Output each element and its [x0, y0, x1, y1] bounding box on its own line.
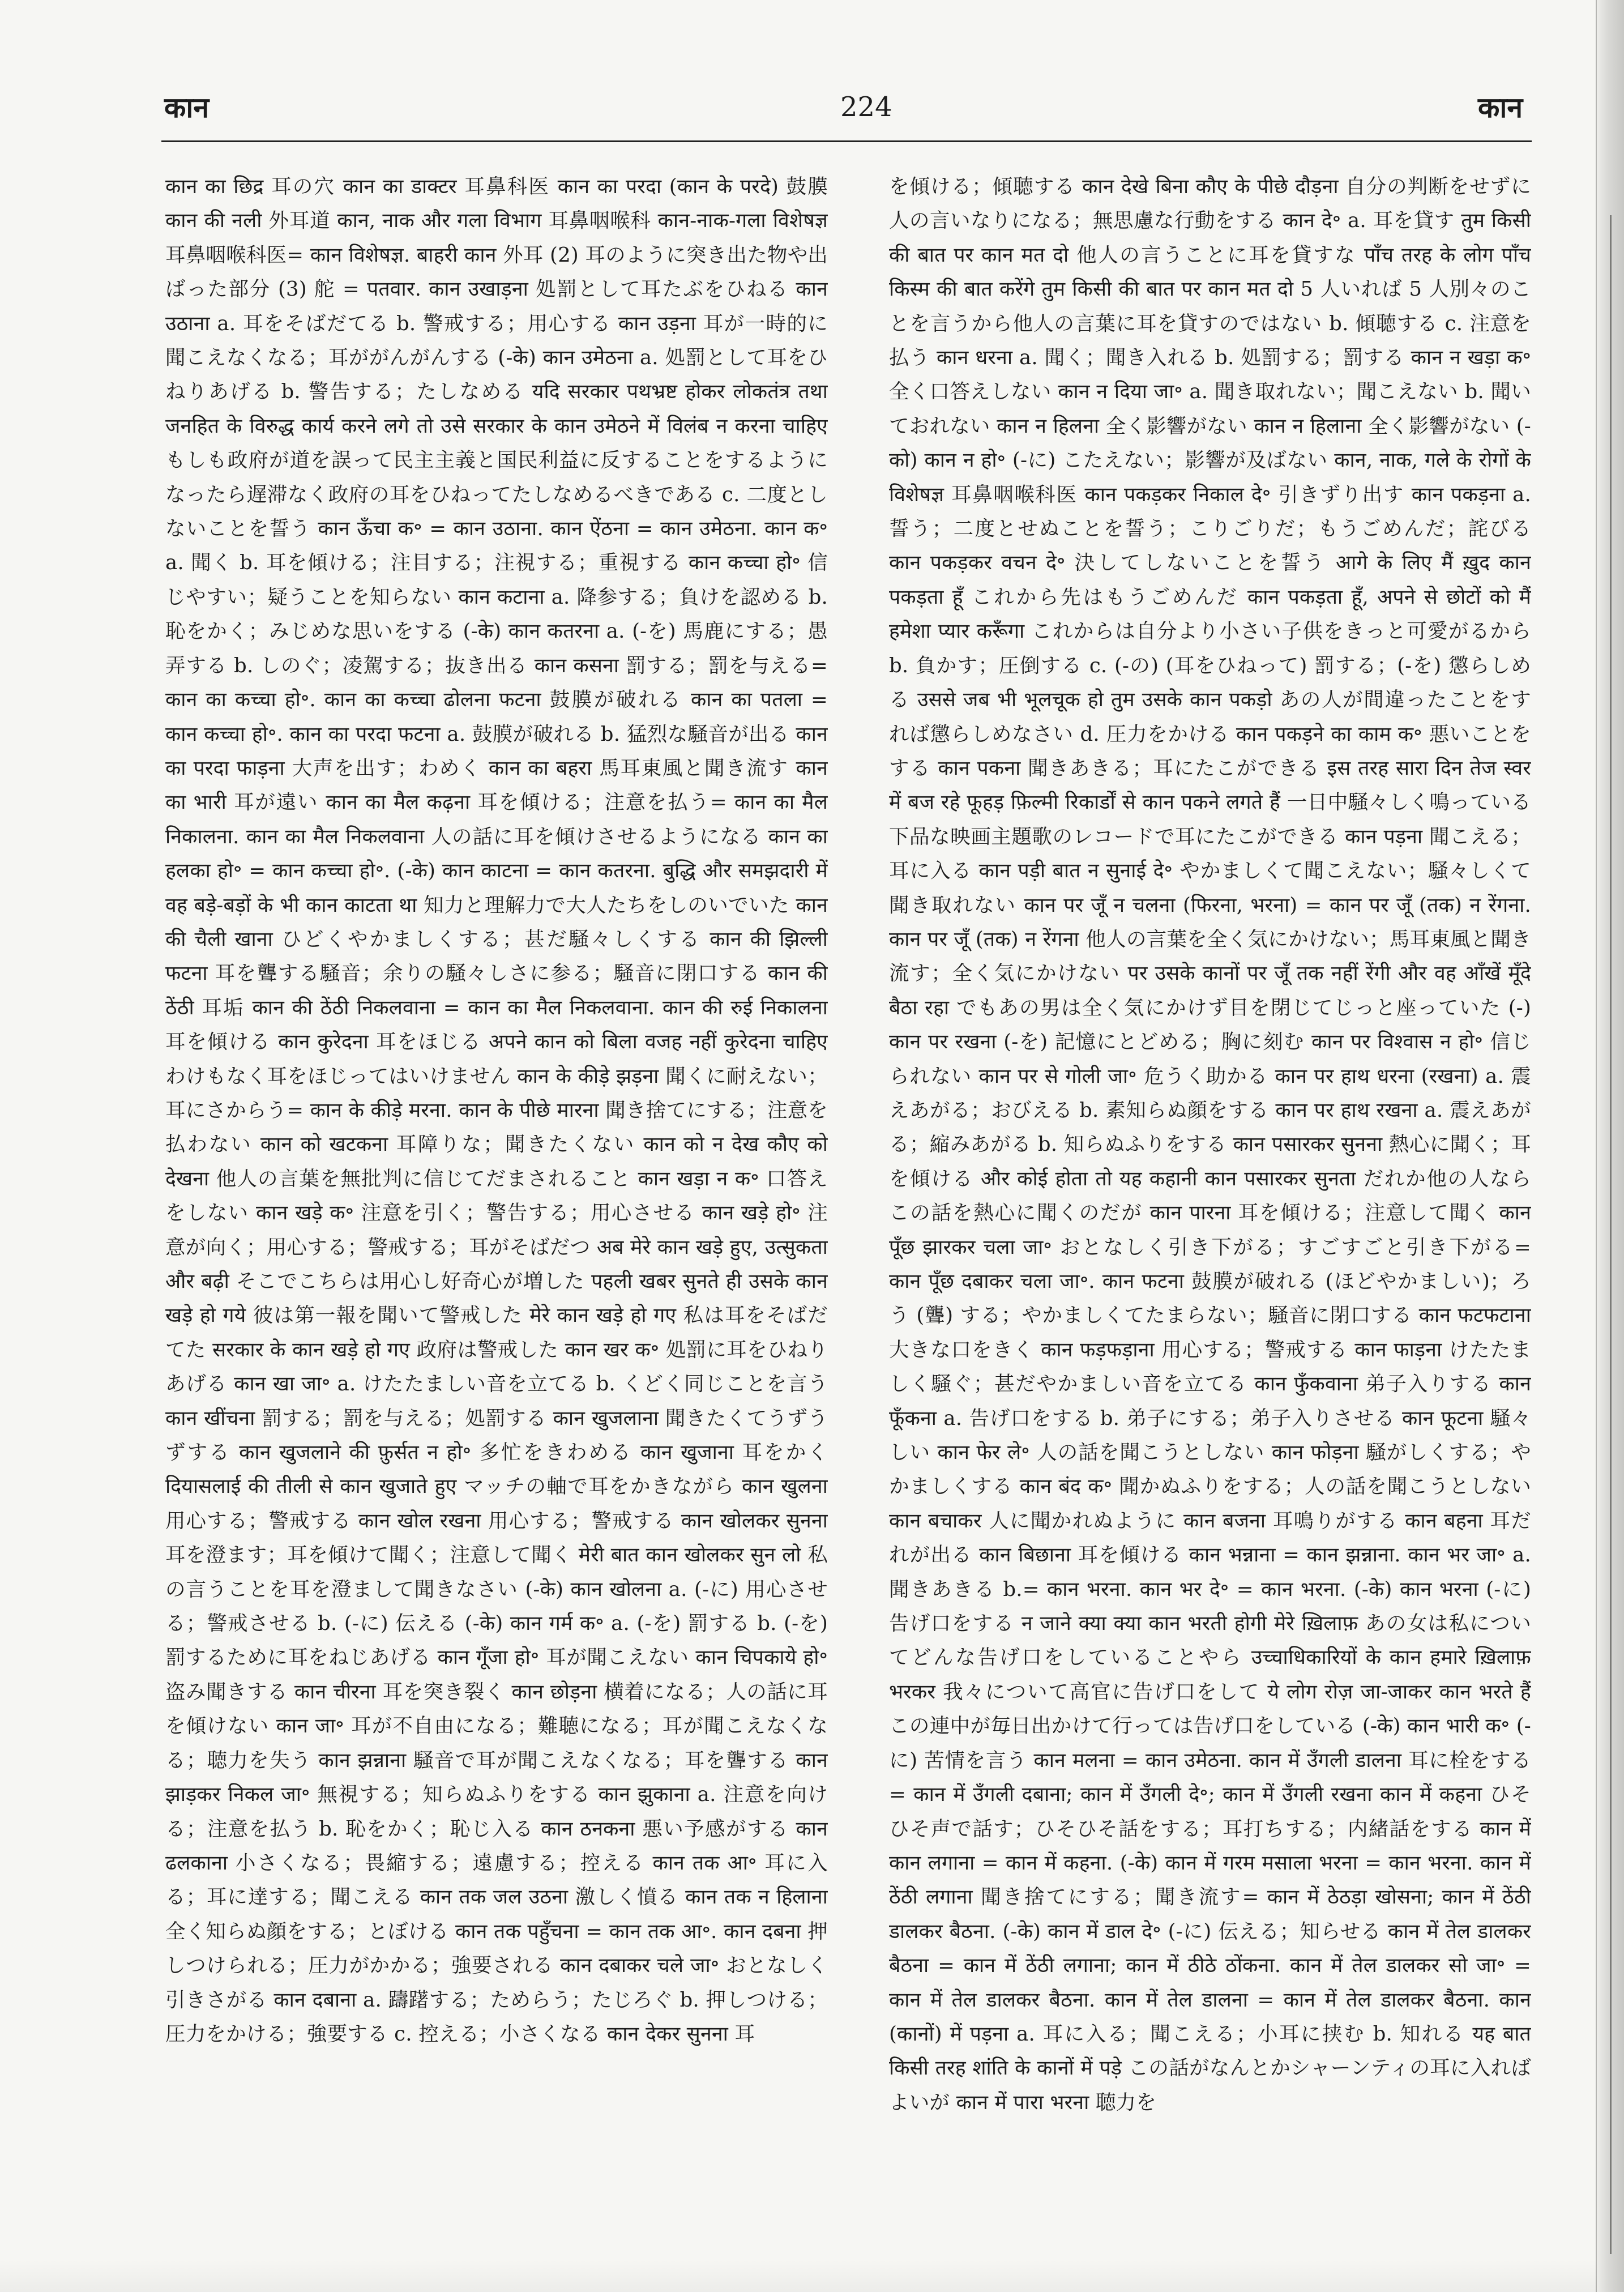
page-bottom-shadow — [0, 2260, 1597, 2292]
header-guide-word-right: कान — [1478, 91, 1523, 124]
left-column-text: कान का छिद्र 耳の穴 कान का डाक्टर 耳鼻科医 कान का परदा (कान के परदे) 鼓膜 कान की नली 外耳道 कान, नाक और गला विभाग 耳鼻咽喉科 कान-नाक-गला विशेषज्ञ 耳鼻咽喉科医= कान विशेषज्ञ. बाहरी कान 外耳 (2) 耳のように突き出た物や出ばった部分 (3) 舵 = पतवार. कान उखाड़ना 処罰として耳たぶをひねる कान उठाना a. 耳をそばだてる b. 警戒する；用心する कान उड़ना 耳が一時的に聞こえなくなる；耳ががんがんする (-के) कान उमेठना a. 処罰として耳をひねりあげる b. 警告する；たしなめる यदि सरकार पथभ्रष्ट होकर लोकतंत्र तथा जनहित के विरुद्ध कार्य करने लगे तो उसे सरकार के कान उमेठने में विलंब न करना चाहिए もしも政府が道を誤って民主主義と国民利益に反することをするようになったら遅滞なく政府の耳をひねってたしなめるべきである c. 二度としないことを誓う कान ऊँचा क॰ = कान उठाना. कान ऐंठना = कान उमेठना. कान क॰ a. 聞く b. 耳を傾ける；注目する；注視する；重視する कान कच्चा हो॰ 信じやすい；疑うことを知らない कान कटाना a. 降参する；負けを認める b. 恥をかく；みじめな思いをする (-के) कान कतरना a. (-を) 馬鹿にする；愚弄する b. しのぐ；凌駕する；抜き出る कान कसना 罰する；罰を与える= कान का कच्चा हो॰. कान का कच्चा ढोलना फटना 鼓膜が破れる कान का पतला = कान कच्चा हो॰. कान का परदा फटना a. 鼓膜が破れる b. 猛烈な騒音が出る कान का परदा फाड़ना 大声を出す；わめく कान का बहरा 馬耳東風と聞き流す कान का भारी 耳が遠い कान का मैल कढ़ना 耳を傾ける；注意を払う= कान का मैल निकालना. कान का मैल निकलवाना 人の話に耳を傾けさせるようになる कान का हलका हो॰ = कान कच्चा हो॰. (-के) कान काटना = कान कतरना. बुद्धि और समझदारी में वह बड़े-बड़ों के भी कान काटता था 知力と理解力で大人たちをしのいでいた कान की चैली खाना ひどくやかましくする；甚だ騒々しくする कान की झिल्ली फटना 耳を聾する騒音；余りの騒々しさに参る；騒音に閉口する कान की ठेंठी 耳垢 कान की ठेंठी निकलवाना = कान का मैल निकलवाना. कान की रुई निकालना 耳を傾ける कान कुरेदना 耳をほじる अपने कान को बिला वजह नहीं कुरेदना चाहिए わけもなく耳をほじってはいけません कान के कीड़े झड़ना 聞くに耐えない；耳にさからう= कान के कीड़े मरना. कान के पीछे मारना 聞き捨てにする；注意を払わない कान को खटकना 耳障りな；聞きたくない कान को न देख कौए को देखना 他人の言葉を無批判に信じてだまされること कान खड़ा न क॰ 口答えをしない कान खड़े क॰ 注意を引く；警告する；用心させる कान खड़े हो॰ 注意が向く；用心する；警戒する；耳がそばだつ अब मेरे कान खड़े हुए, उत्सुकता और बढ़ी そこでこちらは用心し好奇心が増した पहली खबर सुनते ही उसके कान खड़े हो गये 彼は第一報を聞いて警戒した मेरे कान खड़े हो गए 私は耳をそばだてた सरकार के कान खड़े हो गए 政府は警戒した कान खर क॰ 処罰に耳をひねりあげる कान खा जा॰ a. けたたましい音を立てる b. くどく同じことを言う कान खींचना 罰する；罰を与える；処罰する कान खुजलाना 聞きたくてうずうずする कान खुजलाने की फ़ुर्सत न हो॰ 多忙をきわめる कान खुजाना 耳をかく दियासलाई की तीली से कान खुजाते हुए マッチの軸で耳をかきながら कान खुलना 用心する；警戒する कान खोल रखना 用心する；警戒する कान खोलकर सुनना 耳を澄ます；耳を傾けて聞く；注意して聞く मेरी बात कान खोलकर सुन लो 私の言うことを耳を澄まして聞きなさい (-के) कान खोलना a. (-に) 用心させる；警戒させる b. (-に) 伝える (-के) कान गर्म क॰ a. (-を) 罰する b. (-を) 罰するために耳をねじあげる कान गूँजा हो॰ 耳が聞こえない कान चिपकाये हो॰ 盗み聞きする कान चीरना 耳を突き裂く कान छोड़ना 横着になる；人の話に耳を傾けない कान जा॰ 耳が不自由になる；難聴になる；耳が聞こえなくなる；聴力を失う कान झन्नाना 騒音で耳が聞こえなくなる；耳を聾する कान झाड़कर निकल जा॰ 無視する；知らぬふりをする कान झुकाना a. 注意を向ける；注意を払う b. 恥をかく；恥じ入る कान ठनकना 悪い予感がする कान ढलकाना 小さくなる；畏縮する；遠慮する；控える कान तक आ॰ 耳に入る；耳に達する；聞こえる कान तक जल उठना 激しく憤る कान तक न हिलाना 全く知らぬ顔をする；とぼける कान तक पहुँचना = कान तक आ॰. कान दबना 押しつけられる；圧力がかかる；強要される कान दबाकर चले जा॰ おとなしく引きさがる कान दबाना a. 躊躇する；ためらう；たじろぐ b. 押しつける；圧力をかける；強要する c. 控える；小さくなる कान देकर सुनना 耳 — [165, 175, 828, 2046]
right-column-text: を傾ける；傾聴する कान देखे बिना कौए के पीछे दौड़ना 自分の判断をせずに人の言いなりになる；無思慮な行動をする कान दे॰ a. 耳を貸す तुम किसी की बात पर कान मत दो 他人の言うことに耳を貸すな पाँच तरह के लोग पाँच किस्म की बात करेंगे तुम किसी की बात पर कान मत दो 5 人いれば 5 人別々のことを言うから他人の言葉に耳を貸すのではない b. 傾聴する c. 注意を払う कान धरना a. 聞く；聞き入れる b. 処罰する；罰する कान न खड़ा क॰ 全く口答えしない कान न दिया जा॰ a. 聞き取れない；聞こえない b. 聞いておれない कान न हिलना 全く影響がない कान न हिलाना 全く影響がない (-को) कान न हो॰ (-に) こたえない；影響が及ばない कान, नाक, गले के रोगों के विशेषज्ञ 耳鼻咽喉科医 कान पकड़कर निकाल दे॰ 引きずり出す कान पकड़ना a. 誓う；二度とせぬことを誓う；こりごりだ；もうごめんだ；詫びる कान पकड़कर वचन दे॰ 決してしないことを誓う आगे के लिए मैं ख़ुद कान पकड़ता हूँ これから先はもうごめんだ कान पकड़ता हूँ, अपने से छोटों को मैं हमेशा प्यार करूँगा これからは自分より小さい子供をきっと可愛がるから b. 負かす；圧倒する c. (-の) (耳をひねって) 罰する；(-を) 懲らしめる उससे जब भी भूलचूक हो तुम उसके कान पकड़ो あの人が間違ったことをすれば懲らしめなさい d. 圧力をかける कान पकड़ने का काम क॰ 悪いことをする कान पकना 聞きあきる；耳にたこができる इस तरह सारा दिन तेज स्वर में बज रहे फूहड़ फ़िल्मी रिकार्डों से कान पकने लगते हैं 一日中騒々しく鳴っている下品な映画主題歌のレコードで耳にたこができる कान पड़ना 聞こえる；耳に入る कान पड़ी बात न सुनाई दे॰ やかましくて聞こえない；騒々しくて聞き取れない कान पर जूँ न चलना (फिरना, भरना) = कान पर जूँ (तक) न रेंगना. कान पर जूँ (तक) न रेंगना 他人の言葉を全く気にかけない；馬耳東風と聞き流す；全く気にかけない पर उसके कानों पर जूँ तक नहीं रेंगी और वह आँखें मूँदे बैठा रहा でもあの男は全く気にかけず目を閉じてじっと座っていた (-) कान पर रखना (-を) 記憶にとどめる；胸に刻む कान पर विश्वास न हो॰ 信じられない कान पर से गोली जा॰ 危うく助かる कान पर हाथ धरना (रखना) a. 震えあがる；おびえる b. 素知らぬ顔をする कान पर हाथ रखना a. 震えあがる；縮みあがる b. 知らぬふりをする कान पसारकर सुनना 熱心に聞く；耳を傾ける और कोई होता तो यह कहानी कान पसारकर सुनता だれか他の人ならこの話を熱心に聞くのだが कान पारना 耳を傾ける；注意して聞く कान पूँछ झारकर चला जा॰ おとなしく引き下がる；すごすごと引き下がる= कान पूँछ दबाकर चला जा॰. कान फटना 鼓膜が破れる (ほどやかましい)；ろう (聾) する；やかましくてたまらない；騒音に閉口する कान फटफटाना 大きな口をきく कान फड़फड़ाना 用心する；警戒する कान फाड़ना けたたましく騒ぐ；甚だやかましい音を立てる कान फुँकवाना 弟子入りする कान फूँकना a. 告げ口をする b. 弟子にする；弟子入りさせる कान फूटना 騒々しい कान फेर ले॰ 人の話を聞こうとしない कान फोड़ना 騒がしくする；やかましくする कान बंद क॰ 聞かぬふりをする；人の話を聞こうとしない कान बचाकर 人に聞かれぬように कान बजना 耳鳴りがする कान बहना 耳だれが出る कान बिछाना 耳を傾ける कान भन्नाना = कान झन्नाना. कान भर जा॰ a. 聞きあきる b.= कान भरना. कान भर दे॰ = कान भरना. (-के) कान भरना (-に) 告げ口をする न जाने क्या क्या कान भरती होगी मेरे ख़िलाफ़ あの女は私についてどんな告げ口をしていることやら उच्चाधिकारियों के कान हमारे ख़िलाफ़ भरकर 我々について高官に告げ口をして ये लोग रोज़ जा-जाकर कान भरते हैं この連中が毎日出かけて行っては告げ口をしている (-के) कान भारी क॰ (-に) 苦情を言う कान मलना = कान उमेठना. कान में उँगली डालना 耳に栓をする= कान में उँगली दबाना; कान में उँगली दे॰; कान में उँगली रखना कान में कहना ひそひそ声で話す；ひそひそ話をする；耳打ちする；内緒話をする कान में कान लगाना = कान में कहना. (-के) कान में गरम मसाला भरना = कान भरना. कान में ठेंठी लगाना 聞き捨てにする；聞き流す= कान में ठेठड़ा खोसना; कान में ठेंठी डालकर बैठना. (-के) कान में डाल दे॰ (-に) 伝える；知らせる कान में तेल डालकर बैठना = कान में ठेंठी लगाना; कान में ठीठे ठोंकना. कान में तेल डालकर सो जा॰ = कान में तेल डालकर बैठना. कान में तेल डालना = कान में तेल डालकर बैठना. कान (कानों) में पड़ना a. 耳に入る；聞こえる；小耳に挟む b. 知れる यह बात किसी तरह शांति के कानों में पड़े この話がなんとかシャーンティの耳に入ればよいが कान में पारा भरना 聴力を — [889, 175, 1531, 2114]
header-rule — [161, 140, 1532, 142]
binding-line — [1610, 215, 1612, 2254]
left-column — [165, 170, 828, 2209]
page-number: 224 — [840, 91, 892, 123]
header-guide-word-left: कान — [164, 91, 210, 124]
right-column — [889, 170, 1531, 2209]
